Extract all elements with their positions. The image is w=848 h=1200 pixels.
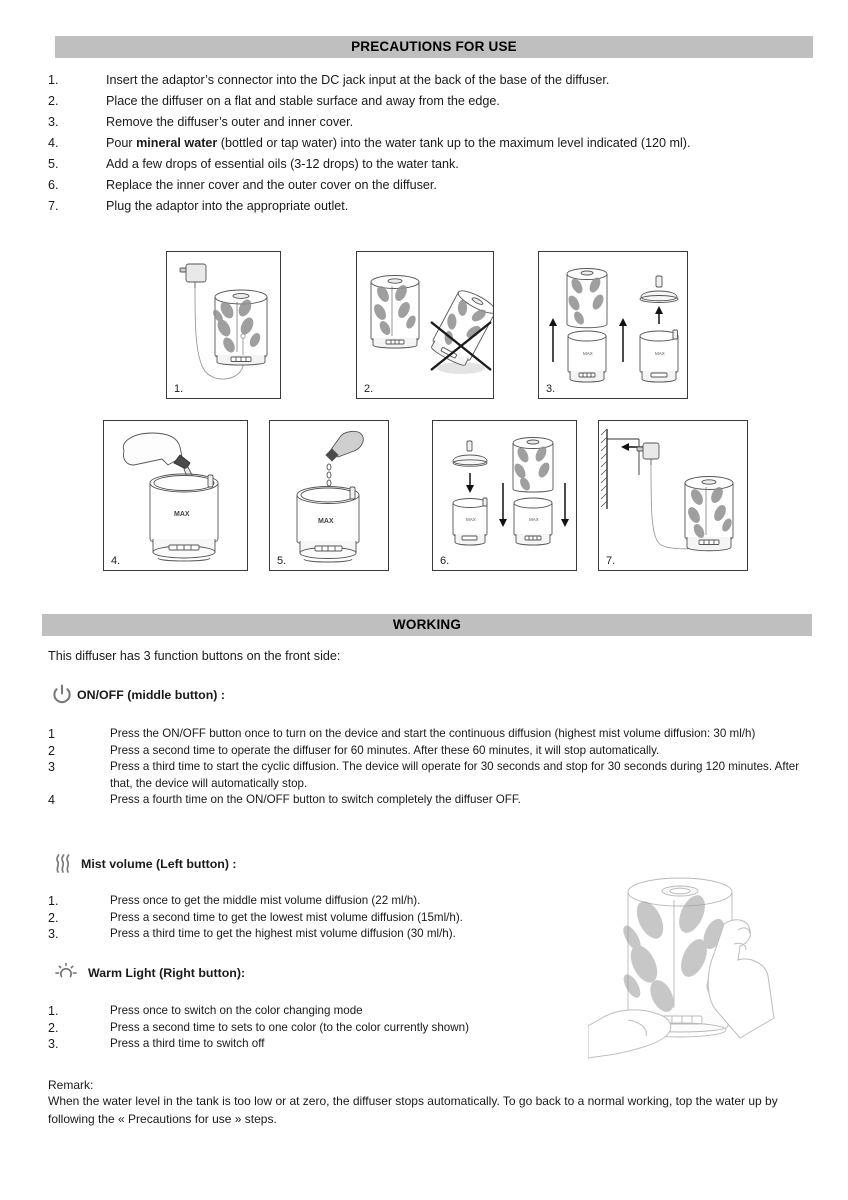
power-icon bbox=[52, 684, 72, 706]
remark-text: When the water level in the tank is too low or at zero, the diffuser stops automatically. To go back to a normal working, top the water up by following the « Precautions for use » steps. bbox=[48, 1094, 778, 1126]
list-item bbox=[48, 112, 808, 133]
list-item-number: 1 bbox=[48, 727, 56, 741]
list-item-text: Press a third time to switch off bbox=[110, 1037, 265, 1050]
panel-7-drawing bbox=[599, 421, 747, 570]
tank-max-label: MAX bbox=[529, 517, 539, 522]
list-item-number: 1. bbox=[48, 1004, 59, 1018]
list-item bbox=[48, 726, 800, 743]
panel-5-drawing bbox=[270, 421, 388, 570]
list-item-number: 3 bbox=[48, 760, 56, 774]
list-item-text: Press a third time to get the highest mist volume diffusion (30 ml/h). bbox=[110, 927, 456, 940]
list-item-number: 2 bbox=[48, 743, 56, 758]
list-item bbox=[48, 175, 808, 196]
illustration-panel-7 bbox=[598, 420, 748, 571]
list-item bbox=[48, 893, 568, 910]
list-item-text: Press a second time to sets to one color (to the color currently shown) bbox=[110, 1020, 469, 1034]
onoff-function-heading bbox=[52, 684, 225, 706]
list-item-number: 7. bbox=[48, 199, 59, 213]
list-item-text: Plug the adaptor into the appropriate outlet. bbox=[106, 199, 349, 213]
mist-steps-list bbox=[48, 893, 568, 943]
warmlight-label: Warm Light (Right button): bbox=[88, 966, 246, 980]
list-item bbox=[48, 743, 800, 760]
precautions-list bbox=[48, 70, 808, 217]
warmlight-function-heading bbox=[54, 962, 245, 984]
panel-number: 1. bbox=[174, 383, 184, 395]
illustration-panel-6 bbox=[432, 420, 577, 571]
illustration-panel-1 bbox=[166, 251, 281, 399]
panel-number: 7. bbox=[606, 555, 616, 567]
tank-max-label: MAX bbox=[174, 511, 190, 518]
list-item bbox=[48, 154, 808, 175]
panel-2-drawing bbox=[357, 252, 493, 398]
list-item-text: Press a third time to start the cyclic diffusion. The device will operate for 30 seconds and stop for 30 seconds during 120 minutes. After that, the device will automatically stop. bbox=[110, 760, 800, 790]
list-item bbox=[48, 196, 808, 217]
list-item bbox=[48, 759, 800, 792]
list-item-text: Pour mineral water (bottled or tap water) into the water tank up to the maximum level indicated (120 ml). bbox=[106, 136, 691, 150]
list-item bbox=[48, 1036, 588, 1053]
tank-max-label: MAX bbox=[583, 351, 593, 356]
section-header-working: WORKING bbox=[42, 614, 812, 636]
list-item bbox=[48, 926, 568, 943]
list-item-text: Press a second time to get the lowest mist volume diffusion (15ml/h). bbox=[110, 910, 463, 924]
list-item bbox=[48, 91, 808, 112]
illustration-panel-3 bbox=[538, 251, 688, 399]
panel-3-drawing bbox=[539, 252, 687, 398]
list-item-number: 6. bbox=[48, 178, 59, 192]
list-item-text: Press the ON/OFF button once to turn on the device and start the continuous diffusion (highest mist volume diffusion: 30 ml/h) bbox=[110, 727, 756, 740]
panel-number: 4. bbox=[111, 555, 121, 567]
list-item-number: 5. bbox=[48, 157, 59, 171]
list-item-text: Replace the inner cover and the outer cover on the diffuser. bbox=[106, 178, 437, 192]
list-item-text: Press a second time to operate the diffuser for 60 minutes. After these 60 minutes, it will stop automatically. bbox=[110, 743, 660, 757]
list-item-number: 4. bbox=[48, 136, 59, 150]
illustration-panel-2 bbox=[356, 251, 494, 399]
list-item-text: Remove the diffuser’s outer and inner cover. bbox=[106, 115, 354, 129]
emphasis-mineral-water: mineral water bbox=[136, 136, 218, 150]
list-item-number: 2. bbox=[48, 94, 59, 108]
illustration-panel-4 bbox=[103, 420, 248, 571]
list-item-text: Place the diffuser on a flat and stable surface and away from the edge. bbox=[106, 94, 500, 108]
tank-max-label: MAX bbox=[466, 517, 476, 522]
tank-max-label: MAX bbox=[655, 351, 665, 356]
list-item bbox=[48, 910, 568, 927]
mist-function-heading bbox=[54, 853, 237, 875]
list-item-text: Press a fourth time on the ON/OFF button to switch completely the diffuser OFF. bbox=[110, 793, 521, 806]
tank-max-label: MAX bbox=[318, 518, 334, 525]
working-intro-text: This diffuser has 3 function buttons on the front side: bbox=[48, 649, 341, 663]
panel-number: 6. bbox=[440, 555, 450, 567]
mist-waves-icon bbox=[54, 853, 72, 875]
list-item bbox=[48, 1020, 588, 1037]
list-item-text: Press once to get the middle mist volume diffusion (22 ml/h). bbox=[110, 894, 421, 907]
remark-label: Remark: bbox=[48, 1078, 94, 1092]
list-item-text: Insert the adaptor’s connector into the DC jack input at the back of the base of the diffuser. bbox=[106, 73, 610, 87]
onoff-label: ON/OFF (middle button) : bbox=[77, 688, 225, 702]
panel-4-drawing bbox=[104, 421, 247, 570]
list-item-number: 4 bbox=[48, 793, 56, 807]
list-item bbox=[48, 1003, 588, 1020]
list-item-number: 1. bbox=[48, 73, 59, 87]
onoff-steps-list bbox=[48, 726, 800, 809]
sun-brightness-icon bbox=[54, 962, 78, 984]
list-item-number: 2. bbox=[48, 1020, 59, 1035]
panel-1-drawing bbox=[167, 252, 280, 398]
warmlight-steps-list bbox=[48, 1003, 588, 1053]
list-item-number: 3. bbox=[48, 927, 59, 941]
panel-number: 5. bbox=[277, 555, 287, 567]
illustration-panel-5 bbox=[269, 420, 389, 571]
list-item bbox=[48, 133, 808, 154]
section-header-precautions: PRECAUTIONS FOR USE bbox=[55, 36, 813, 58]
list-item-text: Press once to switch on the color changing mode bbox=[110, 1004, 363, 1017]
list-item-number: 1. bbox=[48, 894, 59, 908]
hand-holding-diffuser-illustration bbox=[588, 868, 810, 1060]
list-item bbox=[48, 70, 808, 91]
panel-number: 3. bbox=[546, 383, 556, 395]
list-item-text: Add a few drops of essential oils (3-12 drops) to the water tank. bbox=[106, 157, 459, 171]
panel-number: 2. bbox=[364, 383, 374, 395]
panel-6-drawing bbox=[433, 421, 576, 570]
list-item-number: 2. bbox=[48, 910, 59, 925]
list-item-number: 3. bbox=[48, 1037, 59, 1051]
list-item bbox=[48, 792, 800, 809]
list-item-number: 3. bbox=[48, 115, 59, 129]
mist-label: Mist volume (Left button) : bbox=[81, 857, 237, 871]
